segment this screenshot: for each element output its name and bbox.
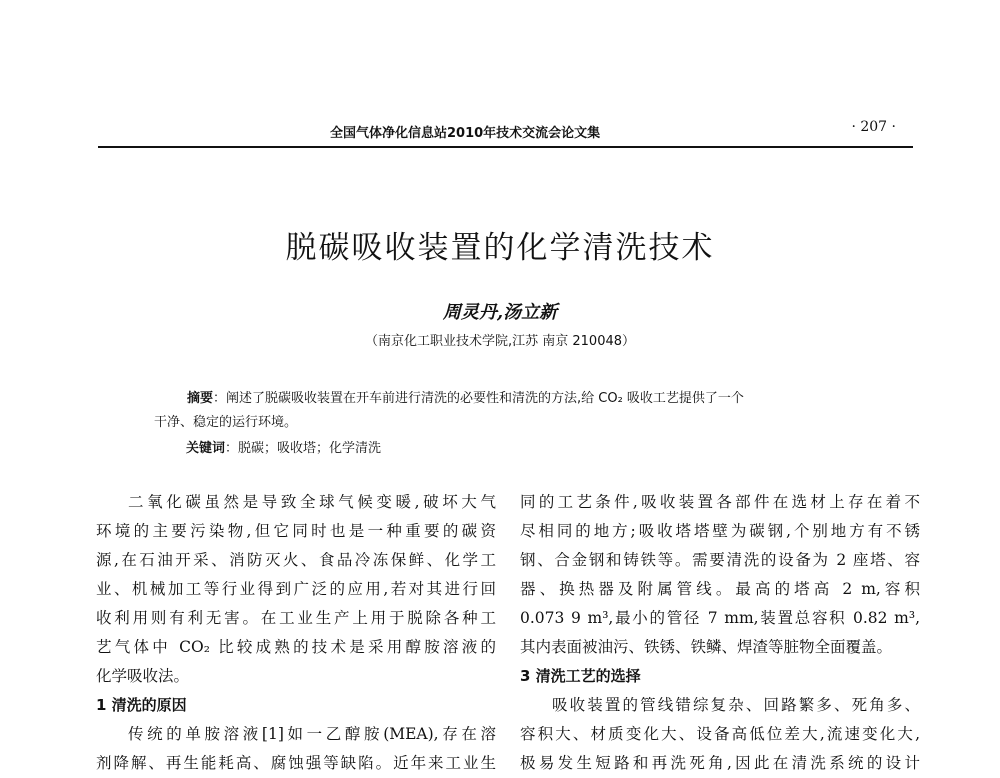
paragraph-line: 同的工艺条件,吸收装置各部件在选材上存在着不 xyxy=(520,493,920,511)
abstract-label: 摘要 xyxy=(187,391,214,406)
paragraph-line: 化学吸收法。 xyxy=(96,667,190,685)
paragraph-line: 源,在石油开采、消防灭火、食品冷冻保鲜、化学工 xyxy=(96,551,496,569)
keywords xyxy=(186,437,381,456)
section-heading-1: 1 清洗的原因 xyxy=(96,696,187,714)
paragraph-line: 0.073 9 m³,最小的管径 7 mm,装置总容积 0.82 m³, xyxy=(520,609,920,627)
paragraph-line: 传统的单胺溶液[1]如一乙醇胺(MEA),存在溶 xyxy=(128,725,496,743)
article-affiliation: （南京化工职业技术学院,江苏 南京 210048） xyxy=(364,334,636,349)
keywords-text: ：脱碳；吸收塔；化学清洗 xyxy=(225,441,382,456)
journal-name: 全国气体净化信息站2010年技术交流会论文集 xyxy=(330,126,601,141)
abstract xyxy=(154,387,854,435)
paragraph-line: 容积大、材质变化大、设备高低位差大,流速变化大, xyxy=(520,725,920,743)
keywords-label: 关键词 xyxy=(186,441,226,456)
paragraph-line: 业、机械加工等行业得到广泛的应用,若对其进行回 xyxy=(96,580,496,598)
paragraph-line: 尽相同的地方;吸收塔塔壁为碳钢,个别地方有不锈 xyxy=(520,522,920,540)
paragraph-line: 环境的主要污染物,但它同时也是一种重要的碳资 xyxy=(96,522,496,540)
paragraph-line: 二氧化碳虽然是导致全球气候变暖,破坏大气 xyxy=(128,493,496,511)
paragraph-line: 器、换热器及附属管线。最高的塔高 2 m,容积 xyxy=(520,580,920,598)
article-authors: 周灵丹,汤立新 xyxy=(442,302,558,323)
paragraph-line: 收利用则有利无害。在工业生产上用于脱除各种工 xyxy=(96,609,496,627)
abstract-line-1 xyxy=(154,387,854,411)
paragraph-line: 吸收装置的管线错综复杂、回路繁多、死角多、 xyxy=(552,696,920,714)
page-number: · 207 · xyxy=(851,119,896,135)
right-column xyxy=(520,488,920,778)
paragraph-line: 艺气体中 CO₂ 比较成熟的技术是采用醇胺溶液的 xyxy=(96,638,496,656)
section-heading-3: 3 清洗工艺的选择 xyxy=(520,667,641,685)
abstract-text-2: 干净、稳定的运行环境。 xyxy=(154,415,298,430)
article-title: 脱碳吸收装置的化学清洗技术 xyxy=(285,230,715,266)
paragraph-line: 钢、合金钢和铸铁等。需要清洗的设备为 2 座塔、容 xyxy=(520,551,920,569)
left-column xyxy=(96,488,496,778)
paragraph-line: 其内表面被油污、铁锈、铁鳞、焊渣等脏物全面覆盖。 xyxy=(520,638,893,656)
paragraph-line: 极易发生短路和再洗死角,因此在清洗系统的设计 xyxy=(520,754,920,772)
abstract-text-1: ：阐述了脱碳吸收装置在开车前进行清洗的必要性和清洗的方法,给 CO₂ 吸收工艺提供了一个 xyxy=(213,391,744,406)
paragraph-line: 剂降解、再生能耗高、腐蚀强等缺陷。近年来工业生 xyxy=(96,754,496,772)
